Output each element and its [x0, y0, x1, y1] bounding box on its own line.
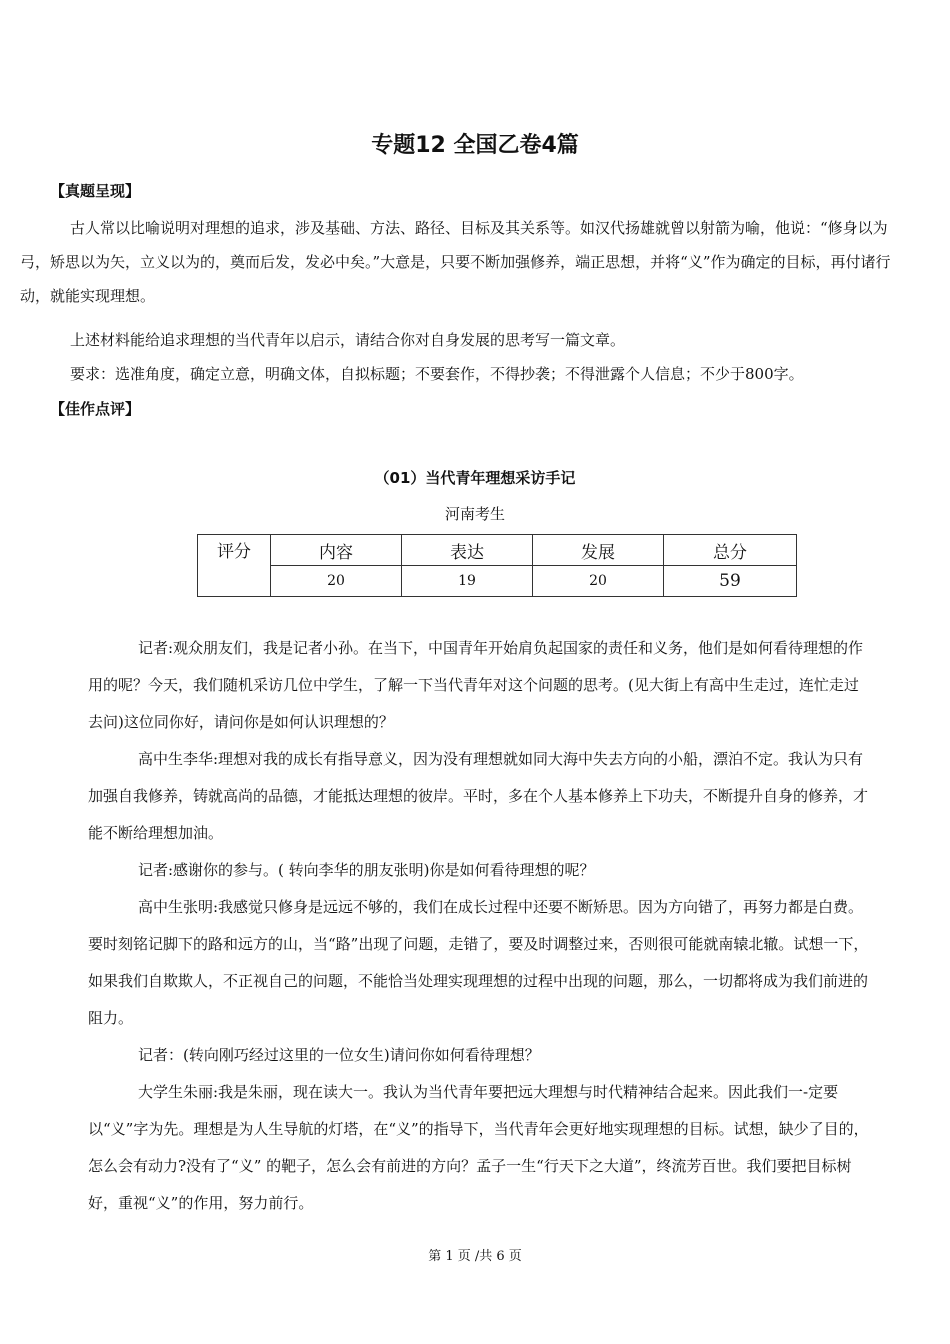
prompt-paragraph-1: 古人常以比喻说明对理想的追求，涉及基础、方法、路径、目标及其关系等。如汉代扬雄就曾以射箭为喻，他说：“修身以为弓，矫思以为矢，立义以为的，奠而后发，发必中矣。”大意是，只要不断加强修养，端正思想，并将“义”作为确定的目标，再付诸行动，就能实现理想。 — [20, 219, 891, 305]
review-heading: 【佳作点评】 — [50, 400, 141, 418]
page-title: 专题12 全国乙卷4篇 — [371, 133, 579, 158]
score-header-total: 总分 — [664, 535, 797, 566]
score-header-content: 内容 — [271, 535, 402, 566]
score-value-content: 20 — [271, 566, 402, 597]
score-header-development: 发展 — [533, 535, 664, 566]
essay-paragraph: 记者：(转向刚巧经过这里的一位女生)请问你如何看待理想？ — [138, 1046, 540, 1064]
essay-paragraph: 大学生朱丽:我是朱丽，现在读大一。我认为当代青年要把远大理想与时代精神结合起来。因此我们一-定要以“义”字为先。理想是为人生导航的灯塔，在“义”的指导下，当代青年会更好地实现理想的目标。试想，缺少了目的，怎么会有动力?没有了“义” 的靶子，怎么会有前进的方向？孟子一生“行天下之大道”，终流芳百世。我们要把目标树好，重视“义”的作用，努力前行。 — [88, 1083, 869, 1212]
essay-paragraph: 记者:感谢你的参与。( 转向李华的朋友张明)你是如何看待理想的呢？ — [138, 861, 595, 879]
prompt-paragraph-2: 上述材料能给追求理想的当代青年以启示，请结合你对自身发展的思考写一篇文章。 — [70, 331, 626, 349]
score-table — [197, 534, 797, 597]
page-footer: 第 1 页 /共 6 页 — [428, 1249, 522, 1264]
essay-paragraph: 记者:观众朋友们，我是记者小孙。在当下，中国青年开始肩负起国家的责任和义务，他们是如何看待理想的作用的呢？今天，我们随机采访几位中学生，了解一下当代青年对这个问题的思考。(见大街上有高中生走过，连忙走过去问)这位同你好，请问你是如何认识理想的？ — [88, 639, 864, 731]
prompt-paragraph-3: 要求：选准角度，确定立意，明确文体，自拟标题；不要套作，不得抄袭；不得泄露个人信息；不少于800字。 — [70, 365, 804, 383]
essay-author: 河南考生 — [444, 505, 505, 523]
essay-paragraph: 高中生李华:理想对我的成长有指导意义，因为没有理想就如同大海中失去方向的小船，漂泊不定。我认为只有加强自我修养，铸就高尚的品德，才能抵达理想的彼岸。平时，多在个人基本修养上下功夫，不断提升自身的修养，才能不断给理想加油。 — [88, 750, 869, 842]
score-value-total: 59 — [664, 566, 797, 597]
score-value-development: 20 — [533, 566, 664, 597]
score-table-value-row — [198, 566, 797, 597]
score-header-label: 评分 — [198, 535, 271, 597]
score-table-header-row — [198, 535, 797, 566]
prompt-heading: 【真题呈现】 — [50, 182, 141, 200]
score-value-expression: 19 — [402, 566, 533, 597]
essay-paragraph: 高中生张明:我感觉只修身是远远不够的，我们在成长过程中还要不断矫思。因为方向错了，再努力都是白费。要时刻铭记脚下的路和远方的山，当“路”出现了问题，走错了，要及时调整过来，否则很可能就南辕北辙。试想一下，如果我们自欺欺人，不正视自己的问题，不能恰当处理实现理想的过程中出现的问题，那么，一切都将成为我们前进的阻力。 — [88, 898, 869, 1027]
essay-title: （01）当代青年理想采访手记 — [374, 469, 576, 487]
score-header-expression: 表达 — [402, 535, 533, 566]
